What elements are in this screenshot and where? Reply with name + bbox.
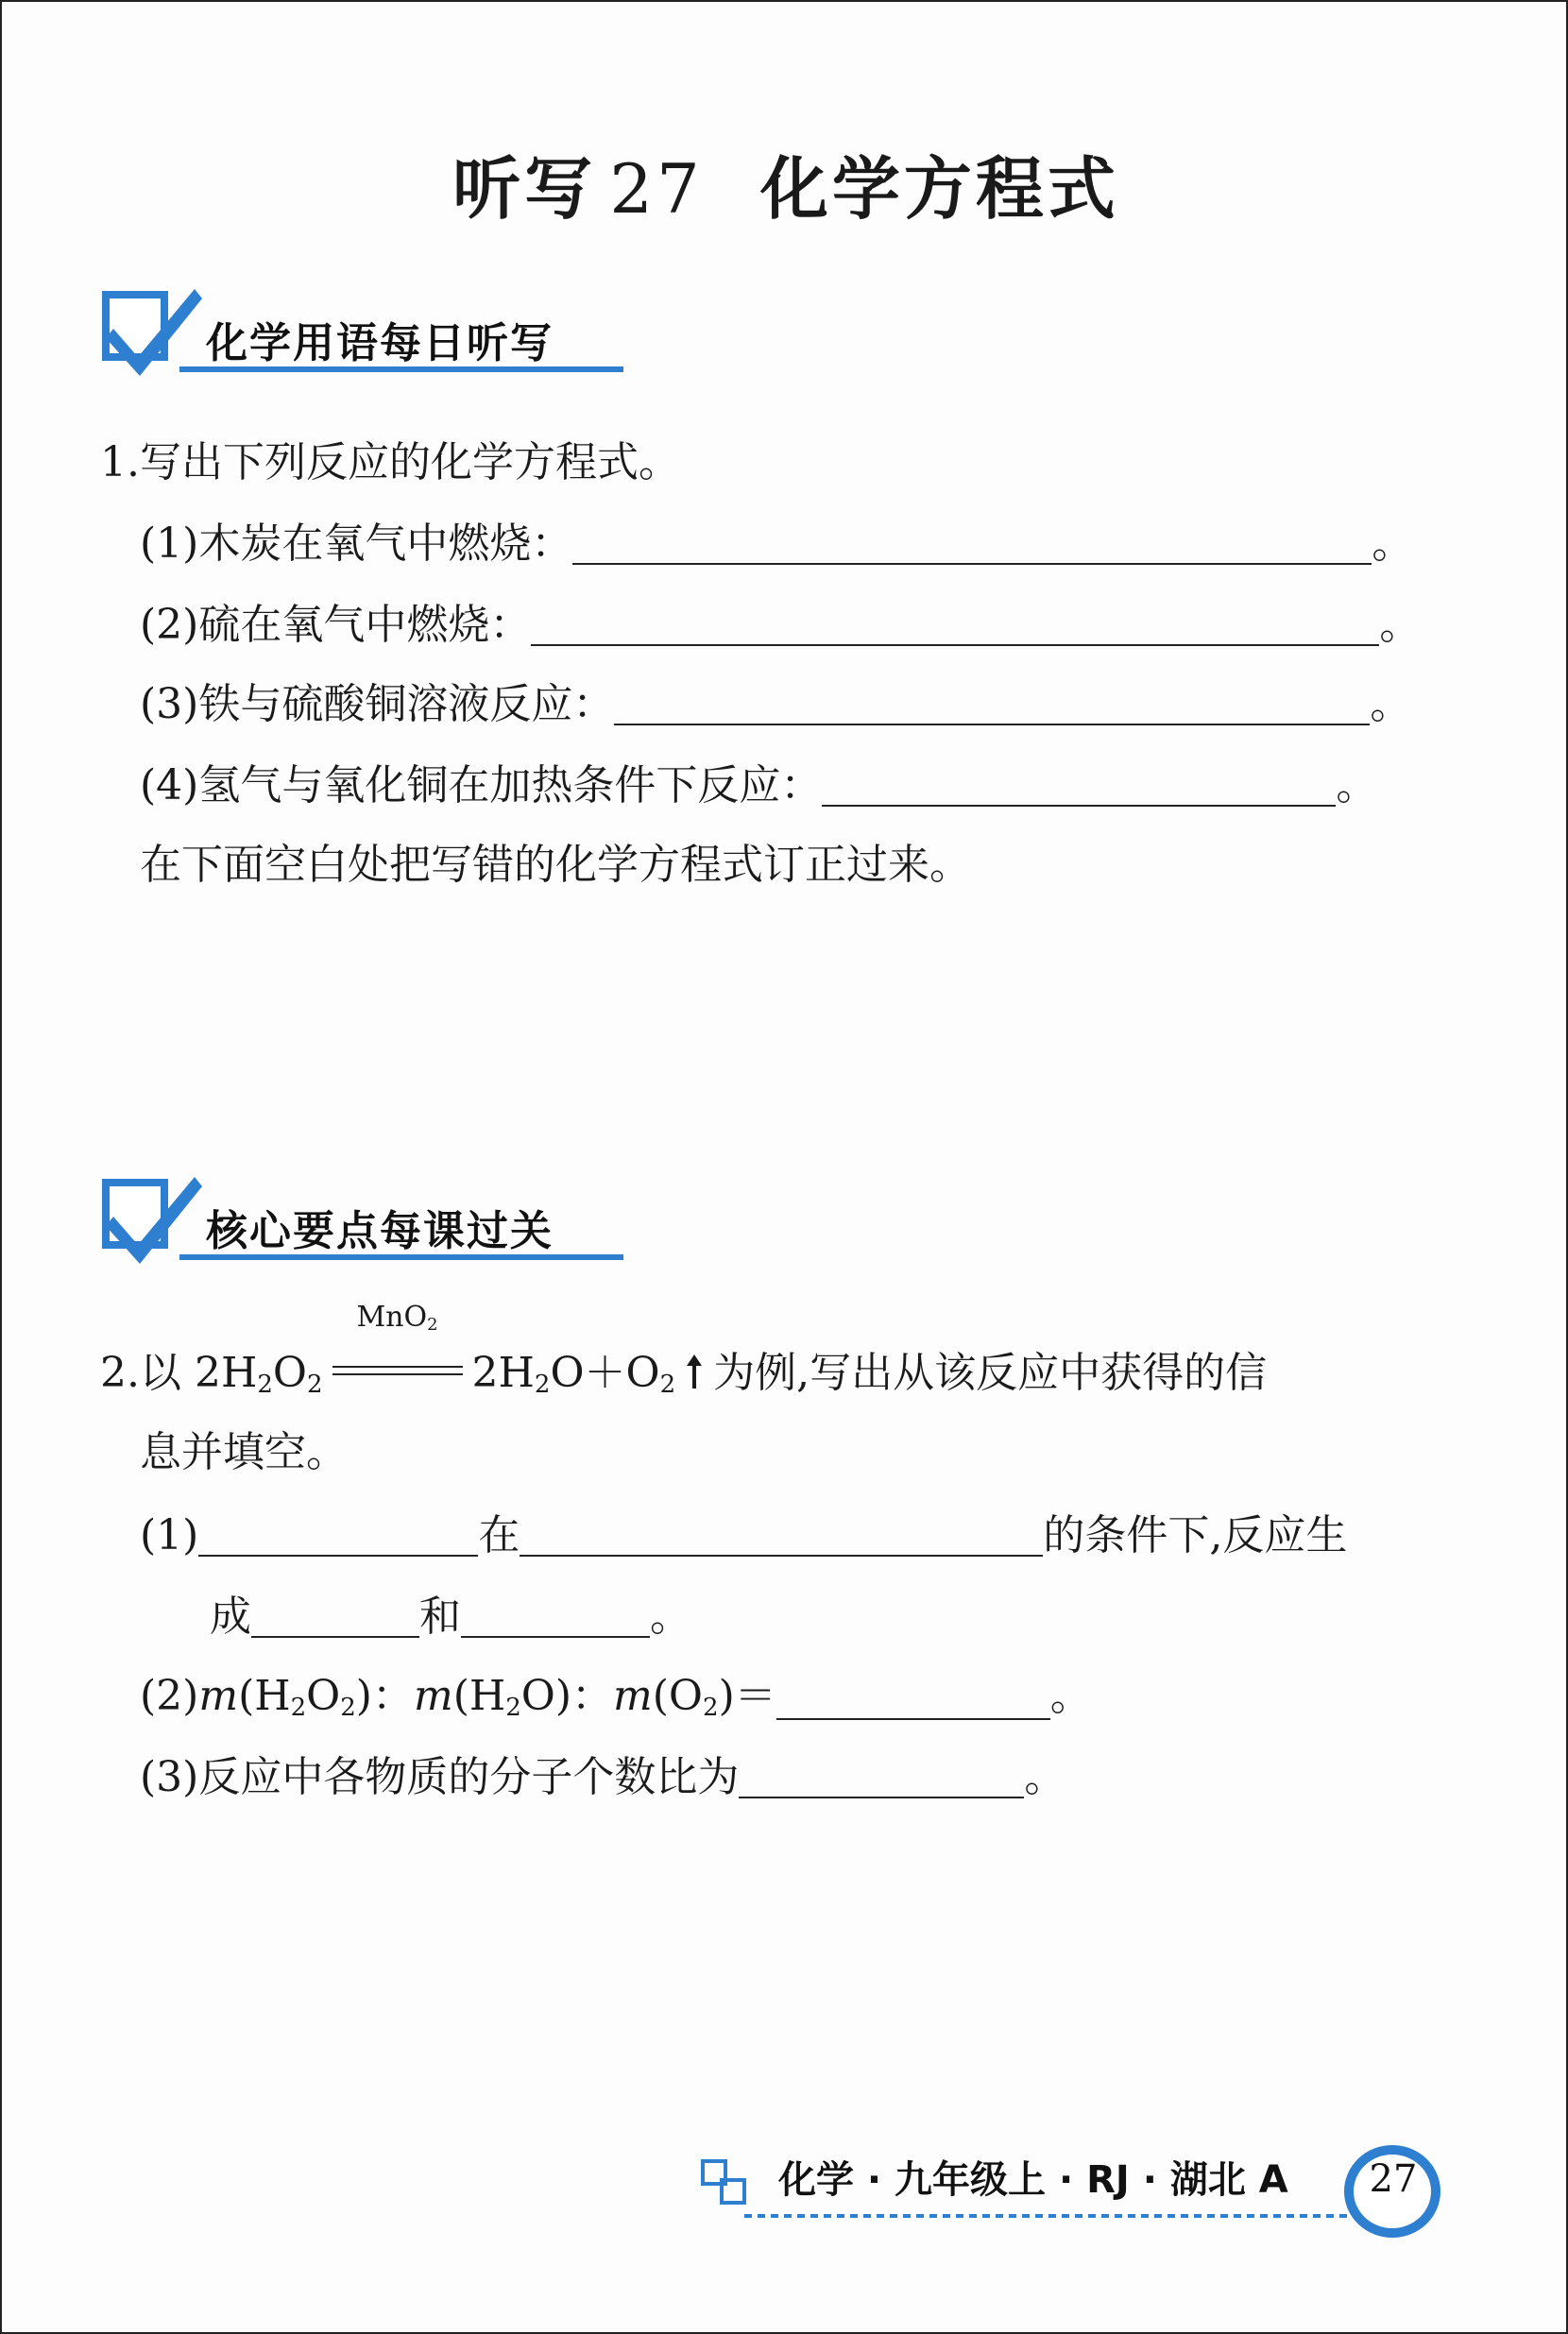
- q1-stem: 1.写出下列反应的化学方程式。: [100, 438, 680, 486]
- q2-stem-line-2: 息并填空。: [140, 1428, 348, 1476]
- section-label: 核心要点每课过关: [206, 1207, 554, 1255]
- mass-symbol: m: [198, 1672, 239, 1720]
- mass-symbol: m: [613, 1672, 653, 1720]
- text: 在: [478, 1511, 520, 1559]
- q1-item-4-text: (4)氢气与氧化铜在加热条件下反应：: [140, 761, 823, 809]
- reaction-condition: [327, 1301, 469, 1394]
- period: 。: [1372, 520, 1414, 568]
- answer-blank[interactable]: [822, 767, 1336, 807]
- answer-blank[interactable]: [198, 1517, 478, 1557]
- subscript: 2: [340, 1694, 356, 1722]
- q2-rest: 为例,写出从该反应中获得的信: [713, 1349, 1268, 1397]
- subscript: 2: [703, 1694, 719, 1722]
- q2-item-2-index: (2): [140, 1672, 199, 1720]
- q2-item-1-line-2: [210, 1593, 691, 1641]
- answer-blank[interactable]: [520, 1517, 1043, 1557]
- subscript: 2: [290, 1694, 307, 1722]
- subscript: 2: [659, 1371, 676, 1399]
- q1-item-4: [140, 761, 1378, 809]
- q2-product: 2H: [471, 1349, 535, 1397]
- text: (H: [238, 1672, 291, 1720]
- q2-item-1-line-1: [140, 1511, 1348, 1559]
- subscript: 2: [427, 1315, 438, 1335]
- text: O: [306, 1672, 341, 1720]
- title-number: 27: [609, 149, 704, 229]
- period: 。: [1024, 1753, 1066, 1801]
- answer-blank[interactable]: [614, 686, 1370, 725]
- title-name: 化学方程式: [759, 148, 1119, 229]
- q2-item-3: [140, 1753, 1066, 1801]
- subscript: 2: [505, 1694, 521, 1722]
- answer-blank[interactable]: [739, 1759, 1024, 1798]
- section-header-dictation: [100, 285, 629, 380]
- q1-item-1-text: (1)木炭在氧气中燃烧：: [140, 520, 573, 568]
- text: 的条件下,反应生: [1043, 1511, 1348, 1559]
- q1-item-2: [140, 601, 1422, 649]
- text: O)：: [520, 1672, 614, 1720]
- footer-book-info: 化学 · 九年级上 · RJ · 湖北 A: [778, 2158, 1288, 2202]
- q2-stem-line-1: [100, 1301, 1268, 1399]
- subscript: 2: [306, 1371, 323, 1399]
- answer-blank[interactable]: [776, 1680, 1050, 1720]
- q2-item-3-text: (3)反应中各物质的分子个数比为: [140, 1753, 740, 1801]
- q1-item-1: [140, 520, 1414, 568]
- q2-product-o: O＋O: [550, 1349, 660, 1397]
- page-title: [2, 134, 1568, 232]
- q1-item-2-text: (2)硫在氧气中燃烧：: [140, 601, 532, 649]
- text: (O: [652, 1672, 704, 1720]
- section-header-key-points: [100, 1173, 629, 1268]
- period: 。: [1049, 1672, 1092, 1720]
- text: )：: [355, 1672, 414, 1720]
- period: 。: [650, 1593, 691, 1641]
- text: 和: [419, 1593, 461, 1641]
- page-number: 27: [1369, 2157, 1418, 2201]
- answer-blank[interactable]: [251, 1598, 419, 1638]
- q1-item-3-text: (3)铁与硫酸铜溶液反应：: [140, 680, 615, 728]
- answer-blank[interactable]: [572, 525, 1372, 565]
- q2-item-1-index: (1): [140, 1511, 199, 1559]
- subscript: 2: [534, 1371, 551, 1399]
- q1-correction-instruction: 在下面空白处把写错的化学方程式订正过来。: [140, 841, 971, 889]
- answer-blank[interactable]: [531, 606, 1379, 646]
- subscript: 2: [257, 1371, 273, 1399]
- text: )＝: [718, 1672, 776, 1720]
- catalyst-label: MnO: [356, 1301, 428, 1334]
- q1-item-3: [140, 680, 1412, 728]
- q2-prefix: 2.以 2H: [100, 1349, 258, 1397]
- answer-blank[interactable]: [461, 1598, 650, 1638]
- period: 。: [1379, 601, 1422, 649]
- mass-symbol: m: [413, 1672, 453, 1720]
- q2-o: O: [272, 1349, 307, 1397]
- gas-arrow-icon: [685, 1353, 704, 1394]
- q2-item-2: [140, 1672, 1092, 1722]
- section-label: 化学用语每日听写: [206, 319, 554, 367]
- title-prefix: 听写: [452, 148, 597, 229]
- period: 。: [1370, 680, 1412, 728]
- text: 成: [210, 1593, 251, 1641]
- period: 。: [1336, 761, 1378, 809]
- text: (H: [452, 1672, 506, 1720]
- page-footer: [697, 2137, 1443, 2250]
